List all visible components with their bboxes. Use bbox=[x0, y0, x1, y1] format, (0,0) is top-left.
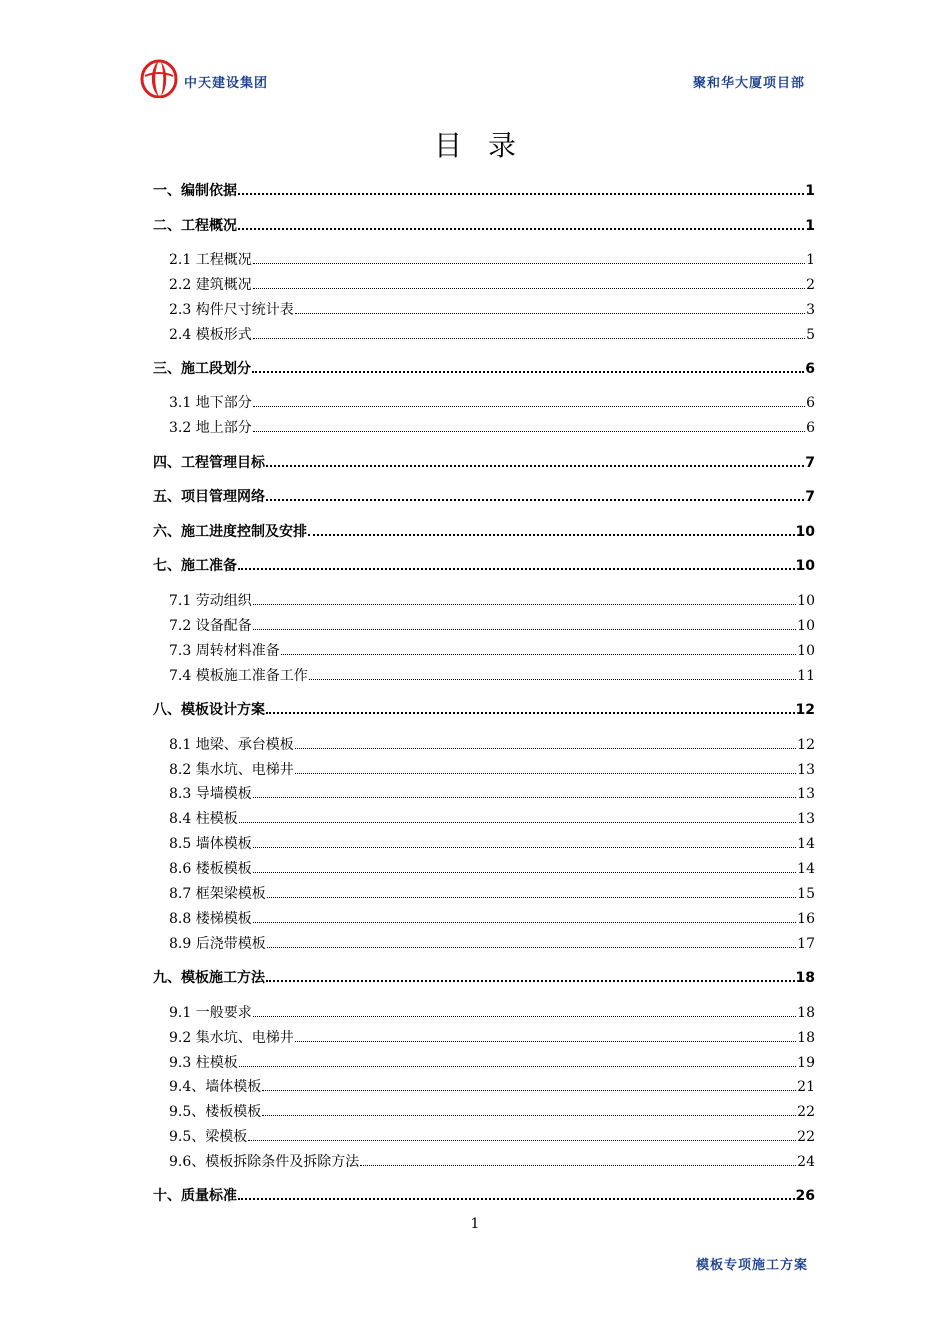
toc-entry-label: 2.4 模板形式 bbox=[169, 327, 252, 343]
toc-subsection-entry[interactable] bbox=[169, 883, 815, 903]
toc-dot-leader bbox=[238, 567, 795, 570]
toc-entry-page: 10 bbox=[797, 643, 815, 659]
toc-subsection-entry[interactable] bbox=[169, 1076, 815, 1096]
toc-entry-label: 一、编制依据 bbox=[153, 183, 237, 199]
toc-section-entry[interactable] bbox=[153, 699, 815, 719]
toc-dot-leader bbox=[238, 192, 804, 195]
toc-section-entry[interactable] bbox=[153, 486, 815, 506]
toc-entry-label: 四、工程管理目标 bbox=[153, 455, 265, 471]
toc-entry-page: 19 bbox=[797, 1055, 815, 1071]
toc-subsection-entry[interactable] bbox=[169, 783, 815, 803]
toc-entry-label: 8.1 地梁、承台模板 bbox=[169, 737, 294, 753]
toc-entry-label: 二、工程概况 bbox=[153, 218, 237, 234]
toc-entry-page: 13 bbox=[797, 811, 815, 827]
toc-subsection-entry[interactable] bbox=[169, 933, 815, 953]
toc-dot-leader bbox=[295, 312, 805, 314]
toc-entry-page: 16 bbox=[797, 911, 815, 927]
toc-dot-leader bbox=[238, 227, 804, 230]
toc-entry-page: 12 bbox=[795, 702, 815, 718]
toc-entry-label: 五、项目管理网络 bbox=[153, 489, 265, 505]
toc-entry-label: 三、施工段划分 bbox=[153, 361, 251, 377]
toc-dot-leader bbox=[295, 772, 796, 774]
toc-dot-leader bbox=[266, 979, 795, 982]
toc-subsection-entry[interactable] bbox=[169, 324, 815, 344]
toc-entry-page: 14 bbox=[797, 861, 815, 877]
page-number: 1 bbox=[470, 1216, 480, 1232]
toc-entry-label: 8.9 后浇带模板 bbox=[169, 936, 266, 952]
toc-dot-leader bbox=[253, 405, 805, 407]
toc-entry-page: 1 bbox=[805, 183, 815, 199]
toc-entry-label: 2.2 建筑概况 bbox=[169, 277, 252, 293]
toc-entry-label: 8.5 墙体模板 bbox=[169, 836, 252, 852]
page-header bbox=[140, 58, 805, 98]
toc-entry-page: 7 bbox=[805, 455, 815, 471]
toc-entry-label: 2.3 构件尺寸统计表 bbox=[169, 302, 294, 318]
toc-dot-leader bbox=[253, 796, 796, 798]
toc-dot-leader bbox=[253, 262, 805, 264]
toc-entry-label: 8.7 框架梁模板 bbox=[169, 886, 266, 902]
toc-entry-page: 11 bbox=[797, 668, 815, 684]
toc-section-entry[interactable] bbox=[153, 180, 815, 200]
project-name: 聚和华大厦项目部 bbox=[692, 76, 805, 91]
toc-entry-page: 15 bbox=[797, 886, 815, 902]
toc-entry-label: 2.1 工程概况 bbox=[169, 252, 252, 268]
toc-subsection-entry[interactable] bbox=[169, 640, 815, 660]
page-title: 目录 bbox=[433, 129, 542, 162]
toc-entry-label: 9.4、墙体模板 bbox=[169, 1079, 262, 1095]
toc-entry-page: 1 bbox=[805, 218, 815, 234]
toc-subsection-entry[interactable] bbox=[169, 590, 815, 610]
toc-dot-leader bbox=[239, 1065, 796, 1067]
toc-entry-label: 六、施工进度控制及安排 bbox=[153, 524, 307, 540]
toc-entry-label: 八、模板设计方案 bbox=[153, 702, 265, 718]
toc-dot-leader bbox=[253, 603, 796, 605]
toc-section-entry[interactable] bbox=[153, 1185, 815, 1205]
toc-section-entry[interactable] bbox=[153, 555, 815, 575]
toc-entry-page: 5 bbox=[806, 327, 815, 343]
toc-entry-label: 9.5、楼板模板 bbox=[169, 1104, 262, 1120]
toc-entry-page: 10 bbox=[795, 558, 815, 574]
toc-subsection-entry[interactable] bbox=[169, 417, 815, 437]
toc-dot-leader bbox=[253, 430, 805, 432]
toc-subsection-entry[interactable] bbox=[169, 1027, 815, 1047]
toc-entry-label: 8.3 导墙模板 bbox=[169, 786, 252, 802]
toc-entry-label: 8.4 柱模板 bbox=[169, 811, 238, 827]
toc-dot-leader bbox=[281, 653, 796, 655]
toc-dot-leader bbox=[262, 1114, 796, 1116]
toc-dot-leader bbox=[248, 1139, 796, 1141]
toc-subsection-entry[interactable] bbox=[169, 858, 815, 878]
toc-entry-label: 9.6、模板拆除条件及拆除方法 bbox=[169, 1154, 360, 1170]
toc-entry-label: 8.6 楼板模板 bbox=[169, 861, 252, 877]
toc-entry-page: 21 bbox=[797, 1079, 815, 1095]
toc-entry-label: 9.3 柱模板 bbox=[169, 1055, 238, 1071]
toc-entry-page: 22 bbox=[797, 1129, 815, 1145]
toc-dot-leader bbox=[253, 287, 805, 289]
toc-section-entry[interactable] bbox=[153, 452, 815, 472]
toc-dot-leader bbox=[295, 1040, 796, 1042]
toc-dot-leader bbox=[253, 921, 796, 923]
toc-entry-label: 七、施工准备 bbox=[153, 558, 237, 574]
toc-entry-page: 7 bbox=[805, 489, 815, 505]
toc-entry-page: 10 bbox=[795, 524, 815, 540]
toc-entry-page: 13 bbox=[797, 762, 815, 778]
toc-subsection-entry[interactable] bbox=[169, 665, 815, 685]
toc-entry-page: 10 bbox=[797, 618, 815, 634]
toc-subsection-entry[interactable] bbox=[169, 1052, 815, 1072]
toc-entry-page: 12 bbox=[797, 737, 815, 753]
toc-subsection-entry[interactable] bbox=[169, 392, 815, 412]
toc-entry-label: 8.2 集水坑、电梯井 bbox=[169, 762, 294, 778]
toc-entry-page: 24 bbox=[797, 1154, 815, 1170]
toc-entry-page: 18 bbox=[795, 970, 815, 986]
toc-section-entry[interactable] bbox=[153, 521, 815, 541]
toc-entry-label: 9.5、梁模板 bbox=[169, 1129, 248, 1145]
toc-dot-leader bbox=[266, 498, 804, 501]
toc-entry-page: 10 bbox=[797, 593, 815, 609]
toc-dot-leader bbox=[253, 1015, 796, 1017]
toc-entry-page: 14 bbox=[797, 836, 815, 852]
toc-entry-page: 2 bbox=[806, 277, 815, 293]
toc-subsection-entry[interactable] bbox=[169, 908, 815, 928]
document-footer: 模板专项施工方案 bbox=[695, 1258, 808, 1273]
toc-entry-label: 7.3 周转材料准备 bbox=[169, 643, 280, 659]
toc-subsection-entry[interactable] bbox=[169, 1151, 815, 1171]
toc-subsection-entry[interactable] bbox=[169, 1101, 815, 1121]
toc-dot-leader bbox=[267, 896, 796, 898]
toc-subsection-entry[interactable] bbox=[169, 615, 815, 635]
toc-dot-leader bbox=[309, 678, 796, 680]
toc-section-entry[interactable] bbox=[153, 967, 815, 987]
toc-entry-label: 8.8 楼梯模板 bbox=[169, 911, 252, 927]
toc-subsection-entry[interactable] bbox=[169, 734, 815, 754]
toc-entry-page: 13 bbox=[797, 786, 815, 802]
company-name: 中天建设集团 bbox=[184, 76, 269, 91]
toc-dot-leader bbox=[253, 846, 796, 848]
toc-section-entry[interactable] bbox=[153, 358, 815, 378]
toc-entry-label: 九、模板施工方法 bbox=[153, 970, 265, 986]
toc-subsection-entry[interactable] bbox=[169, 1002, 815, 1022]
toc-subsection-entry[interactable] bbox=[169, 274, 815, 294]
toc-section-entry[interactable] bbox=[153, 215, 815, 235]
toc-dot-leader bbox=[267, 946, 796, 948]
toc-subsection-entry[interactable] bbox=[169, 808, 815, 828]
toc-dot-leader bbox=[239, 821, 796, 823]
toc-entry-label: 9.1 一般要求 bbox=[169, 1005, 252, 1021]
toc-dot-leader bbox=[308, 533, 795, 536]
toc-entry-page: 26 bbox=[795, 1188, 815, 1204]
toc-dot-leader bbox=[262, 1089, 796, 1091]
toc-dot-leader bbox=[252, 370, 804, 373]
toc-entry-page: 17 bbox=[797, 936, 815, 952]
toc-entry-label: 7.4 模板施工准备工作 bbox=[169, 668, 308, 684]
toc-subsection-entry[interactable] bbox=[169, 249, 815, 269]
toc-dot-leader bbox=[253, 337, 805, 339]
toc-subsection-entry[interactable] bbox=[169, 1126, 815, 1146]
toc-entry-page: 18 bbox=[797, 1005, 815, 1021]
toc-entry-label: 十、质量标准 bbox=[153, 1188, 237, 1204]
toc-entry-page: 22 bbox=[797, 1104, 815, 1120]
toc-entry-page: 6 bbox=[806, 395, 815, 411]
toc-dot-leader bbox=[253, 628, 796, 630]
toc-dot-leader bbox=[360, 1164, 796, 1166]
toc-dot-leader bbox=[295, 747, 796, 749]
toc-entry-label: 7.2 设备配备 bbox=[169, 618, 252, 634]
toc-subsection-entry[interactable] bbox=[169, 833, 815, 853]
toc-dot-leader bbox=[238, 1197, 795, 1200]
toc-subsection-entry[interactable] bbox=[169, 299, 815, 319]
toc-entry-page: 18 bbox=[797, 1030, 815, 1046]
toc-subsection-entry[interactable] bbox=[169, 759, 815, 779]
toc-dot-leader bbox=[266, 464, 804, 467]
toc-entry-page: 6 bbox=[805, 361, 815, 377]
toc-entry-page: 1 bbox=[806, 252, 815, 268]
company-logo-icon bbox=[140, 58, 178, 98]
toc-entry-page: 6 bbox=[806, 420, 815, 436]
toc-entry-label: 3.1 地下部分 bbox=[169, 395, 252, 411]
toc-entry-page: 3 bbox=[806, 302, 815, 318]
toc-dot-leader bbox=[266, 711, 795, 714]
toc-entry-label: 7.1 劳动组织 bbox=[169, 593, 252, 609]
toc-dot-leader bbox=[253, 871, 796, 873]
toc-entry-label: 9.2 集水坑、电梯井 bbox=[169, 1030, 294, 1046]
toc-entry-label: 3.2 地上部分 bbox=[169, 420, 252, 436]
